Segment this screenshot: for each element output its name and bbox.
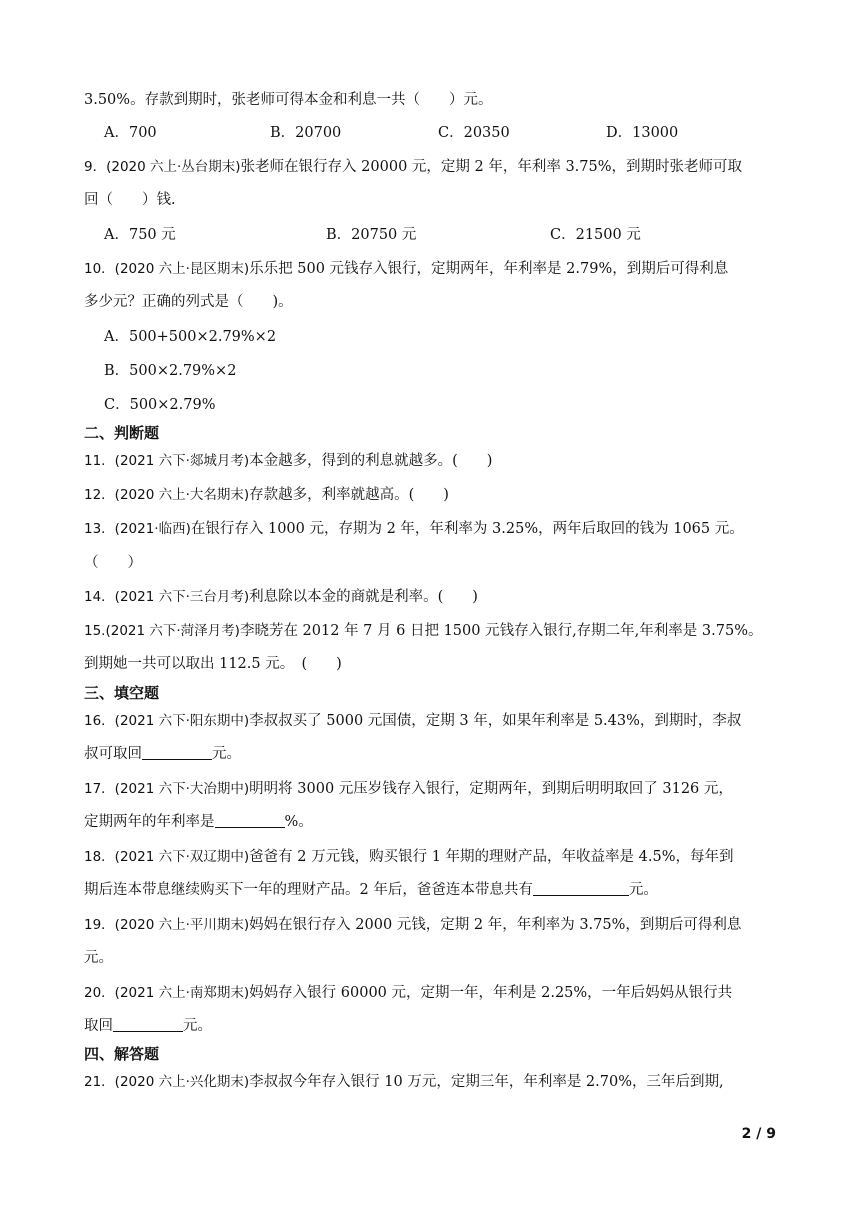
q10-stem-cont: 多少元？正确的列式是（ )。: [84, 294, 293, 310]
q17-source: 17．(2021 六下·大冶期中): [84, 781, 250, 797]
q9-option-b: B．20750 元: [326, 227, 417, 243]
q15-source: 15.(2021 六下·菏泽月考): [84, 623, 240, 639]
section-true-false-heading: 二、判断题: [84, 424, 160, 442]
q9-source: 9．(2020 六上·丛台期末): [84, 159, 241, 175]
q14-source: 14．(2021 六下·三台月考): [84, 589, 250, 605]
q17-text: 明明将 3000 元压岁钱存入银行，定期两年，到期后明明取回了 3126 元，: [249, 781, 733, 797]
q20-source: 20．(2021 六上·南郑期末): [84, 985, 250, 1001]
q12: [84, 485, 449, 505]
q20-text: 妈妈存入银行 60000 元，定期一年，年利是 2.25%，一年后妈妈从银行共: [249, 985, 733, 1001]
q14-text: 利息除以本金的商就是利率。( ): [249, 589, 478, 605]
q16-cont: [84, 744, 241, 764]
q8-stem-tail: 3.50%。存款到期时，张老师可得本金和利息一共（ ）元。: [84, 92, 493, 108]
q16-answer-blank[interactable]: [142, 744, 212, 760]
q19-source: 19．(2020 六上·平川期末): [84, 917, 250, 933]
q9-option-a: A．750 元: [104, 227, 176, 243]
q18: [84, 847, 734, 867]
q15-text: 李晓芳在 2012 年 7 月 6 日把 1500 元钱存入银行,存期二年,年利率是 3.75%。: [239, 623, 763, 639]
q15-cont: 到期她一共可以取出 112.5 元。 ( ): [84, 656, 342, 672]
q9-stem-cont: 回（ ）钱.: [84, 192, 176, 208]
q11: [84, 451, 492, 471]
q20-answer-blank[interactable]: [113, 1016, 183, 1032]
q10-option-b: B．500×2.79%×2: [104, 363, 237, 379]
q18-source: 18．(2021 六下·双辽期中): [84, 849, 250, 865]
q10-option-a: A．500+500×2.79%×2: [104, 329, 277, 345]
q19: [84, 915, 741, 935]
q8-option-b: B．20700: [270, 125, 342, 141]
page-number: 2 / 9: [741, 1126, 776, 1142]
q17-text-post: %。: [284, 814, 313, 830]
q17-answer-blank[interactable]: [215, 812, 285, 828]
q18-answer-blank[interactable]: [533, 880, 629, 896]
q8-option-c: C．20350: [438, 125, 510, 141]
q19-text: 妈妈在银行存入 2000 元钱，定期 2 年，年利率为 3.75%，到期后可得利息: [249, 917, 742, 933]
q14: [84, 587, 478, 607]
q10-source: 10．(2020 六上·昆区期末): [84, 261, 250, 277]
q12-text: 存款越多，利率就越高。( ): [249, 487, 449, 503]
q20-text-pre: 取回: [84, 1018, 113, 1034]
q10-stem: [84, 259, 728, 279]
q16-text: 李叔叔买了 5000 元国债，定期 3 年，如果年利率是 5.43%，到期时，李叔: [249, 713, 742, 729]
q8-option-d: D．13000: [606, 125, 679, 141]
q16-source: 16．(2021 六下·阳东期中): [84, 713, 250, 729]
q9-text: 张老师在银行存入 20000 元，定期 2 年，年利率 3.75%，到期时张老师可取: [240, 159, 743, 175]
q20-text-post: 元。: [183, 1018, 212, 1034]
q13-cont: （ ）: [84, 555, 142, 571]
q21: [84, 1072, 724, 1092]
q12-source: 12．(2020 六上·大名期末): [84, 487, 250, 503]
q15: [84, 621, 762, 641]
q13-source: 13．(2021·临西): [84, 521, 191, 537]
q16: [84, 711, 741, 731]
q17: [84, 779, 733, 799]
q9-stem: [84, 157, 742, 177]
q8-option-a: A．700: [104, 125, 157, 141]
q21-source: 21．(2020 六上·兴化期末): [84, 1074, 250, 1090]
q17-text-pre: 定期两年的年利率是: [84, 814, 215, 830]
q21-text: 李叔叔今年存入银行 10 万元，定期三年，年利率是 2.70%，三年后到期,: [249, 1074, 724, 1090]
q18-text-post: 元。: [628, 882, 658, 898]
q16-text-post: 元。: [212, 746, 241, 762]
q20-cont: [84, 1016, 212, 1036]
q18-cont: [84, 880, 658, 900]
q9-option-c: C．21500 元: [550, 227, 641, 243]
q11-text: 本金越多，得到的利息就越多。( ): [249, 453, 493, 469]
section-fill-blank-heading: 三、填空题: [84, 684, 160, 702]
q19-cont: 元。: [84, 950, 113, 966]
q11-source: 11．(2021 六下·郯城月考): [84, 453, 250, 469]
section-answer-heading: 四、解答题: [84, 1045, 160, 1063]
q13: [84, 519, 744, 539]
q20: [84, 983, 732, 1003]
q16-text-pre: 叔可取回: [84, 746, 142, 762]
q18-text: 爸爸有 2 万元钱，购买银行 1 年期的理财产品，年收益率是 4.5%，每年到: [249, 849, 734, 865]
q10-option-c: C．500×2.79%: [104, 397, 216, 413]
q13-text: 在银行存入 1000 元，存期为 2 年，年利率为 3.25%，两年后取回的钱为 1065 元。: [190, 521, 744, 537]
q10-text: 乐乐把 500 元钱存入银行，定期两年，年利率是 2.79%，到期后可得利息: [249, 261, 729, 277]
q18-text-pre: 期后连本带息继续购买下一年的理财产品。2 年后，爸爸连本带息共有: [84, 882, 533, 898]
q17-cont: [84, 812, 313, 832]
